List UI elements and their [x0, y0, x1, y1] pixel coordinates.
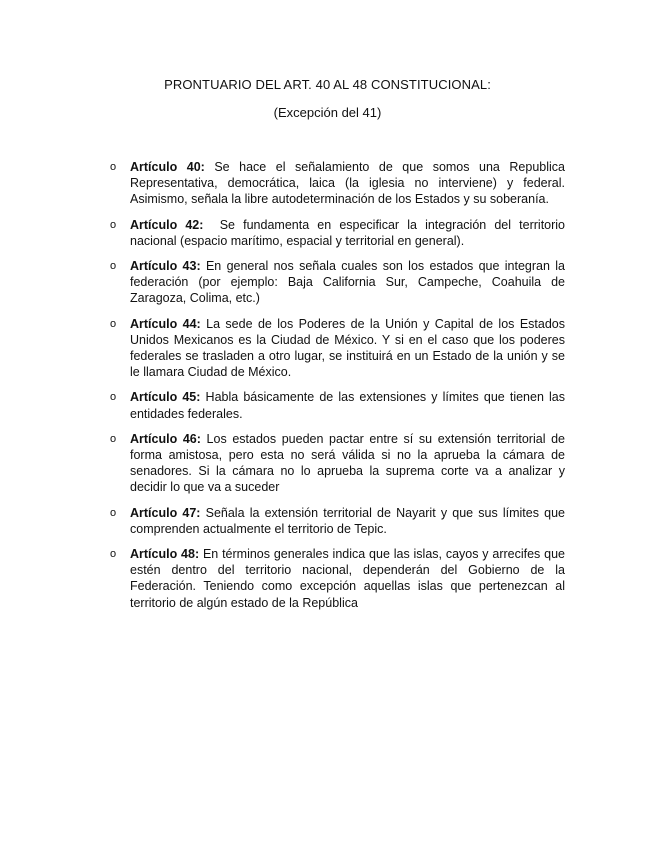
- bullet-icon: o: [110, 218, 117, 231]
- article-item: [0, 546, 565, 611]
- article-text: Habla básicamente de las extensiones y límites que tienen las entidades federales.: [130, 390, 565, 421]
- document-title: PRONTUARIO DEL ART. 40 AL 48 CONSTITUCIONAL:: [164, 77, 491, 92]
- bullet-icon: o: [110, 260, 117, 273]
- article-item: [0, 159, 565, 208]
- article-item: [0, 316, 565, 381]
- article-text: Se fundamenta en especificar la integración del territorio nacional (espacio marítimo, espacial y territorial en general).: [130, 217, 569, 248]
- article-item: [0, 258, 565, 307]
- article-text: Se hace el señalamiento de que somos una Republica Representativa, democrática, laica (la iglesia no interviene) y federal. Asimismo, señala la libre autodeterminación de los Estados y su soberanía.: [130, 160, 565, 207]
- bullet-icon: o: [110, 548, 117, 561]
- article-label: Artículo 48:: [130, 547, 200, 562]
- article-label: Artículo 43:: [130, 259, 201, 274]
- document-subtitle: (Excepción del 41): [273, 105, 382, 120]
- article-item: [0, 389, 565, 421]
- article-label: Artículo 47:: [130, 505, 201, 520]
- article-text: Los estados pueden pactar entre sí su extensión territorial de forma amistosa, pero esta no será válida si no la aprueba la cámara de senadores. Si la cámara no lo aprueba la suprema corte va a analizar y decidir lo que va a suceder: [130, 431, 565, 495]
- article-label: Artículo 45:: [130, 390, 201, 405]
- article-label: Artículo 42:: [130, 217, 204, 232]
- article-text: La sede de los Poderes de la Unión y Capital de los Estados Unidos Mexicanos es la Ciudad de México. Y si en el caso que los poderes federales se trasladen a otro lugar, se instituirá en un Estado de la unión y se le llamara Ciudad de México.: [130, 316, 565, 380]
- bullet-icon: o: [110, 161, 117, 173]
- article-label: Artículo 44:: [130, 316, 201, 331]
- article-text: En términos generales indica que las islas, cayos y arrecifes que estén dentro del territorio nacional, dependerán del Gobierno de la Federación. Teniendo como excepción aquellas islas que pertenezcan al territorio de algún estado de la República: [130, 547, 565, 610]
- article-label: Artículo 40:: [130, 160, 205, 174]
- article-item: [0, 431, 565, 496]
- bullet-icon: o: [110, 506, 117, 519]
- article-label: Artículo 46:: [130, 431, 201, 446]
- bullet-icon: o: [110, 432, 117, 445]
- bullet-icon: o: [110, 391, 117, 404]
- article-item: [0, 505, 565, 537]
- article-item: [0, 217, 569, 249]
- article-text: Señala la extensión territorial de Nayarit y que sus límites que comprenden actualmente el territorio de Tepic.: [130, 505, 565, 536]
- bullet-icon: o: [110, 317, 117, 330]
- article-list: [0, 159, 655, 620]
- article-text: En general nos señala cuales son los estados que integran la federación (por ejemplo: Baja California Sur, Campeche, Coahuila de Zaragoza, Colima, etc.): [130, 259, 566, 306]
